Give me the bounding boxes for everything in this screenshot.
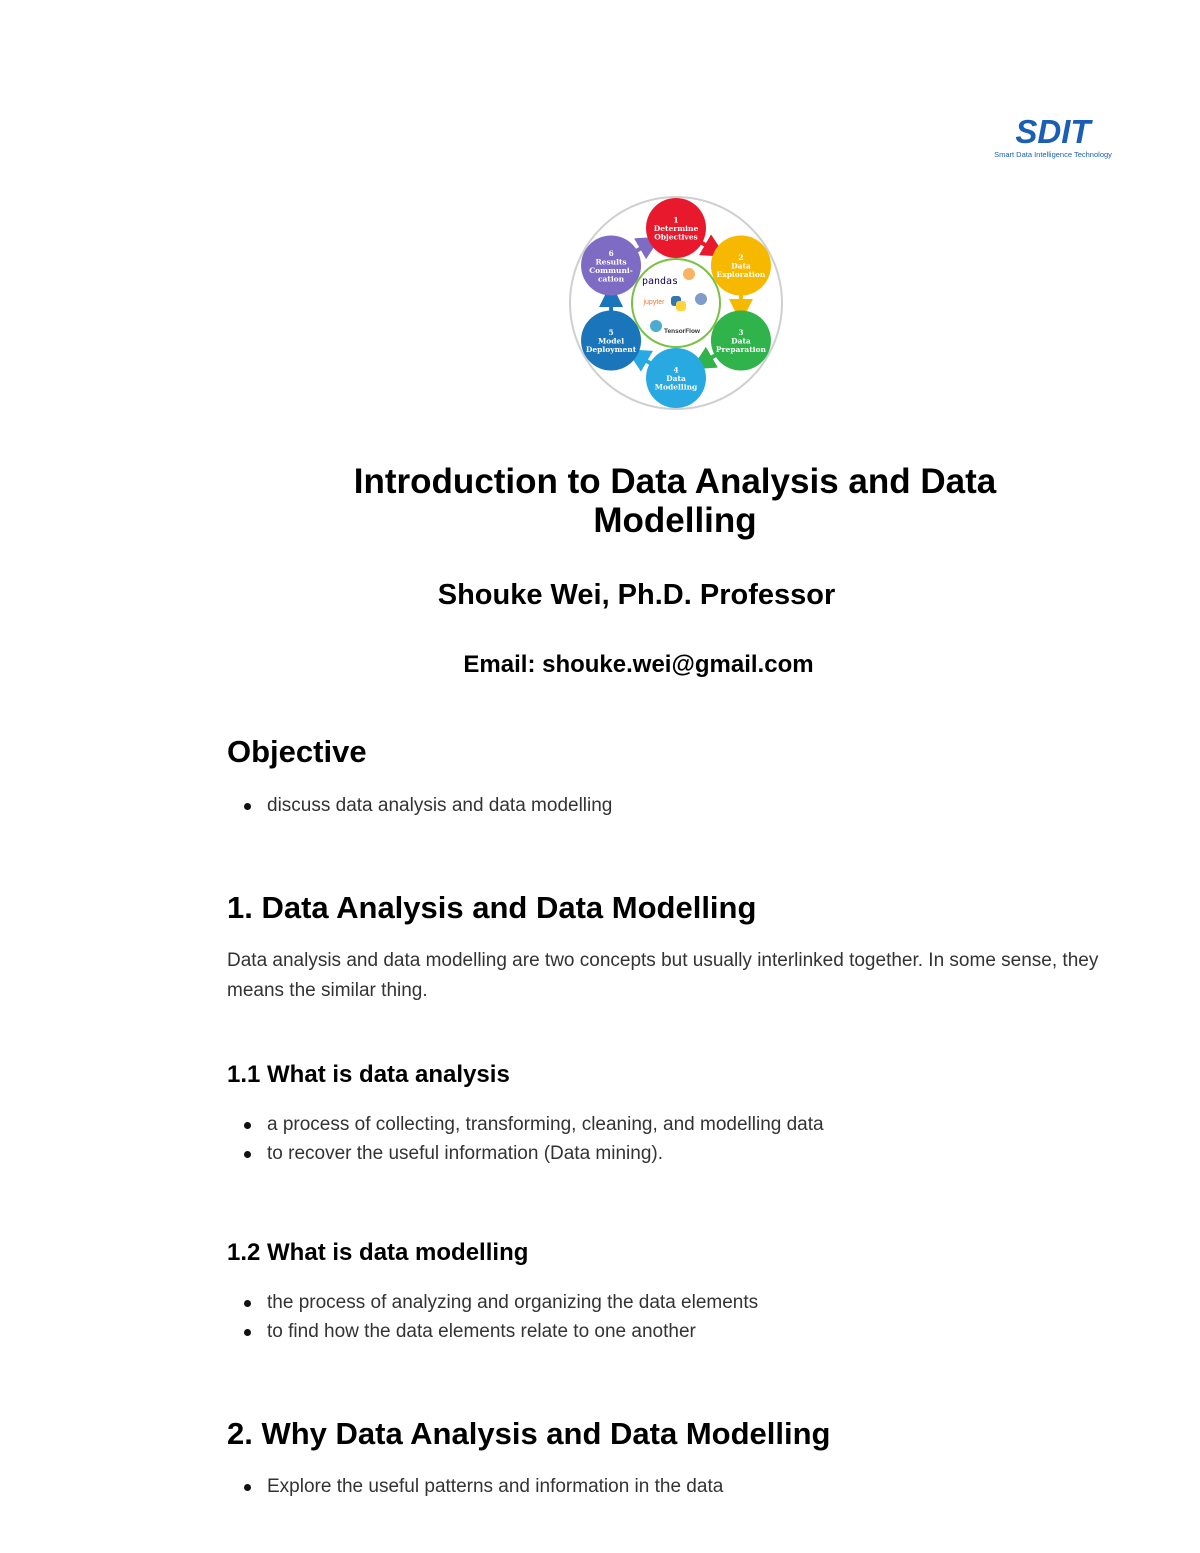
cycle-step-6 <box>581 236 641 296</box>
logo-tagline: Smart Data Intelligence Technology <box>994 150 1112 159</box>
cycle-step-3 <box>711 311 771 371</box>
cycle-step-number: 3 <box>738 328 744 337</box>
section-1-paragraph: Data analysis and data modelling are two concepts but usually interlinked together. In some sense, they means the similar thing. <box>227 950 1099 1001</box>
objective-list <box>227 791 612 820</box>
center-logo-jupyter: jupyter <box>643 299 665 306</box>
cycle-step-label: Determine <box>653 224 699 233</box>
section-1-2-list <box>227 1288 758 1346</box>
cycle-step-number: 5 <box>608 328 614 337</box>
cycle-step-4 <box>646 348 706 408</box>
center-logo-pandas: pandas <box>641 276 679 287</box>
objective-heading: Objective <box>227 734 367 769</box>
list-item: a process of collecting, transforming, cleaning, and modelling data <box>227 1110 824 1139</box>
email-line: Email: shouke.wei@gmail.com <box>463 651 814 678</box>
cycle-step-label: cation <box>597 274 625 284</box>
section-1-1-heading: 1.1 What is data analysis <box>227 1061 510 1088</box>
section-1-heading: 1. Data Analysis and Data Modelling <box>227 890 757 925</box>
list-item: discuss data analysis and data modelling <box>227 791 612 820</box>
cycle-step-number: 4 <box>673 365 679 375</box>
cycle-step-label: Data <box>731 336 751 346</box>
list-item: to recover the useful information (Data mining). <box>227 1139 824 1168</box>
section-2-list <box>227 1472 723 1501</box>
cycle-step-2 <box>711 236 771 296</box>
cycle-step-label: Results <box>595 257 627 267</box>
cycle-step-label: Exploration <box>716 270 766 279</box>
cycle-step-5 <box>581 311 641 371</box>
cycle-step-number: 6 <box>608 248 614 258</box>
section-1-2-heading: 1.2 What is data modelling <box>227 1239 529 1266</box>
document-title: Introduction to Data Analysis and Data Modelling <box>353 462 997 540</box>
scikit-learn-logo-icon <box>683 268 695 280</box>
cycle-step-label: Modelling <box>654 382 698 392</box>
numpy-logo-icon <box>650 320 662 332</box>
cycle-step-number: 1 <box>673 215 679 225</box>
cycle-step-label: Model <box>597 336 625 346</box>
list-item: Explore the useful patterns and information in the data <box>227 1472 723 1501</box>
section-1-1-list <box>227 1110 824 1168</box>
author-line: Shouke Wei, Ph.D. Professor <box>437 579 836 611</box>
cycle-step-label: Data <box>731 261 751 271</box>
data-science-cycle-diagram <box>564 196 788 410</box>
list-item: the process of analyzing and organizing the data elements <box>227 1288 758 1317</box>
seaborn-logo-icon <box>695 293 707 305</box>
cycle-step-label: Data <box>666 374 686 383</box>
center-logo-tensorflow: TensorFlow <box>664 328 700 335</box>
cycle-step-number: 2 <box>738 253 744 262</box>
section-2-heading: 2. Why Data Analysis and Data Modelling <box>227 1416 831 1451</box>
cycle-step-1 <box>646 198 706 258</box>
logo-wordmark: SDIT <box>1015 116 1091 150</box>
list-item: to find how the data elements relate to one another <box>227 1317 758 1346</box>
sdit-logo <box>975 116 1130 162</box>
cycle-step-label: Deployment <box>585 345 637 354</box>
cycle-step-label: Communi- <box>589 265 633 275</box>
cycle-step-label: Preparation <box>715 345 766 354</box>
cycle-step-label: Objectives <box>654 232 698 242</box>
